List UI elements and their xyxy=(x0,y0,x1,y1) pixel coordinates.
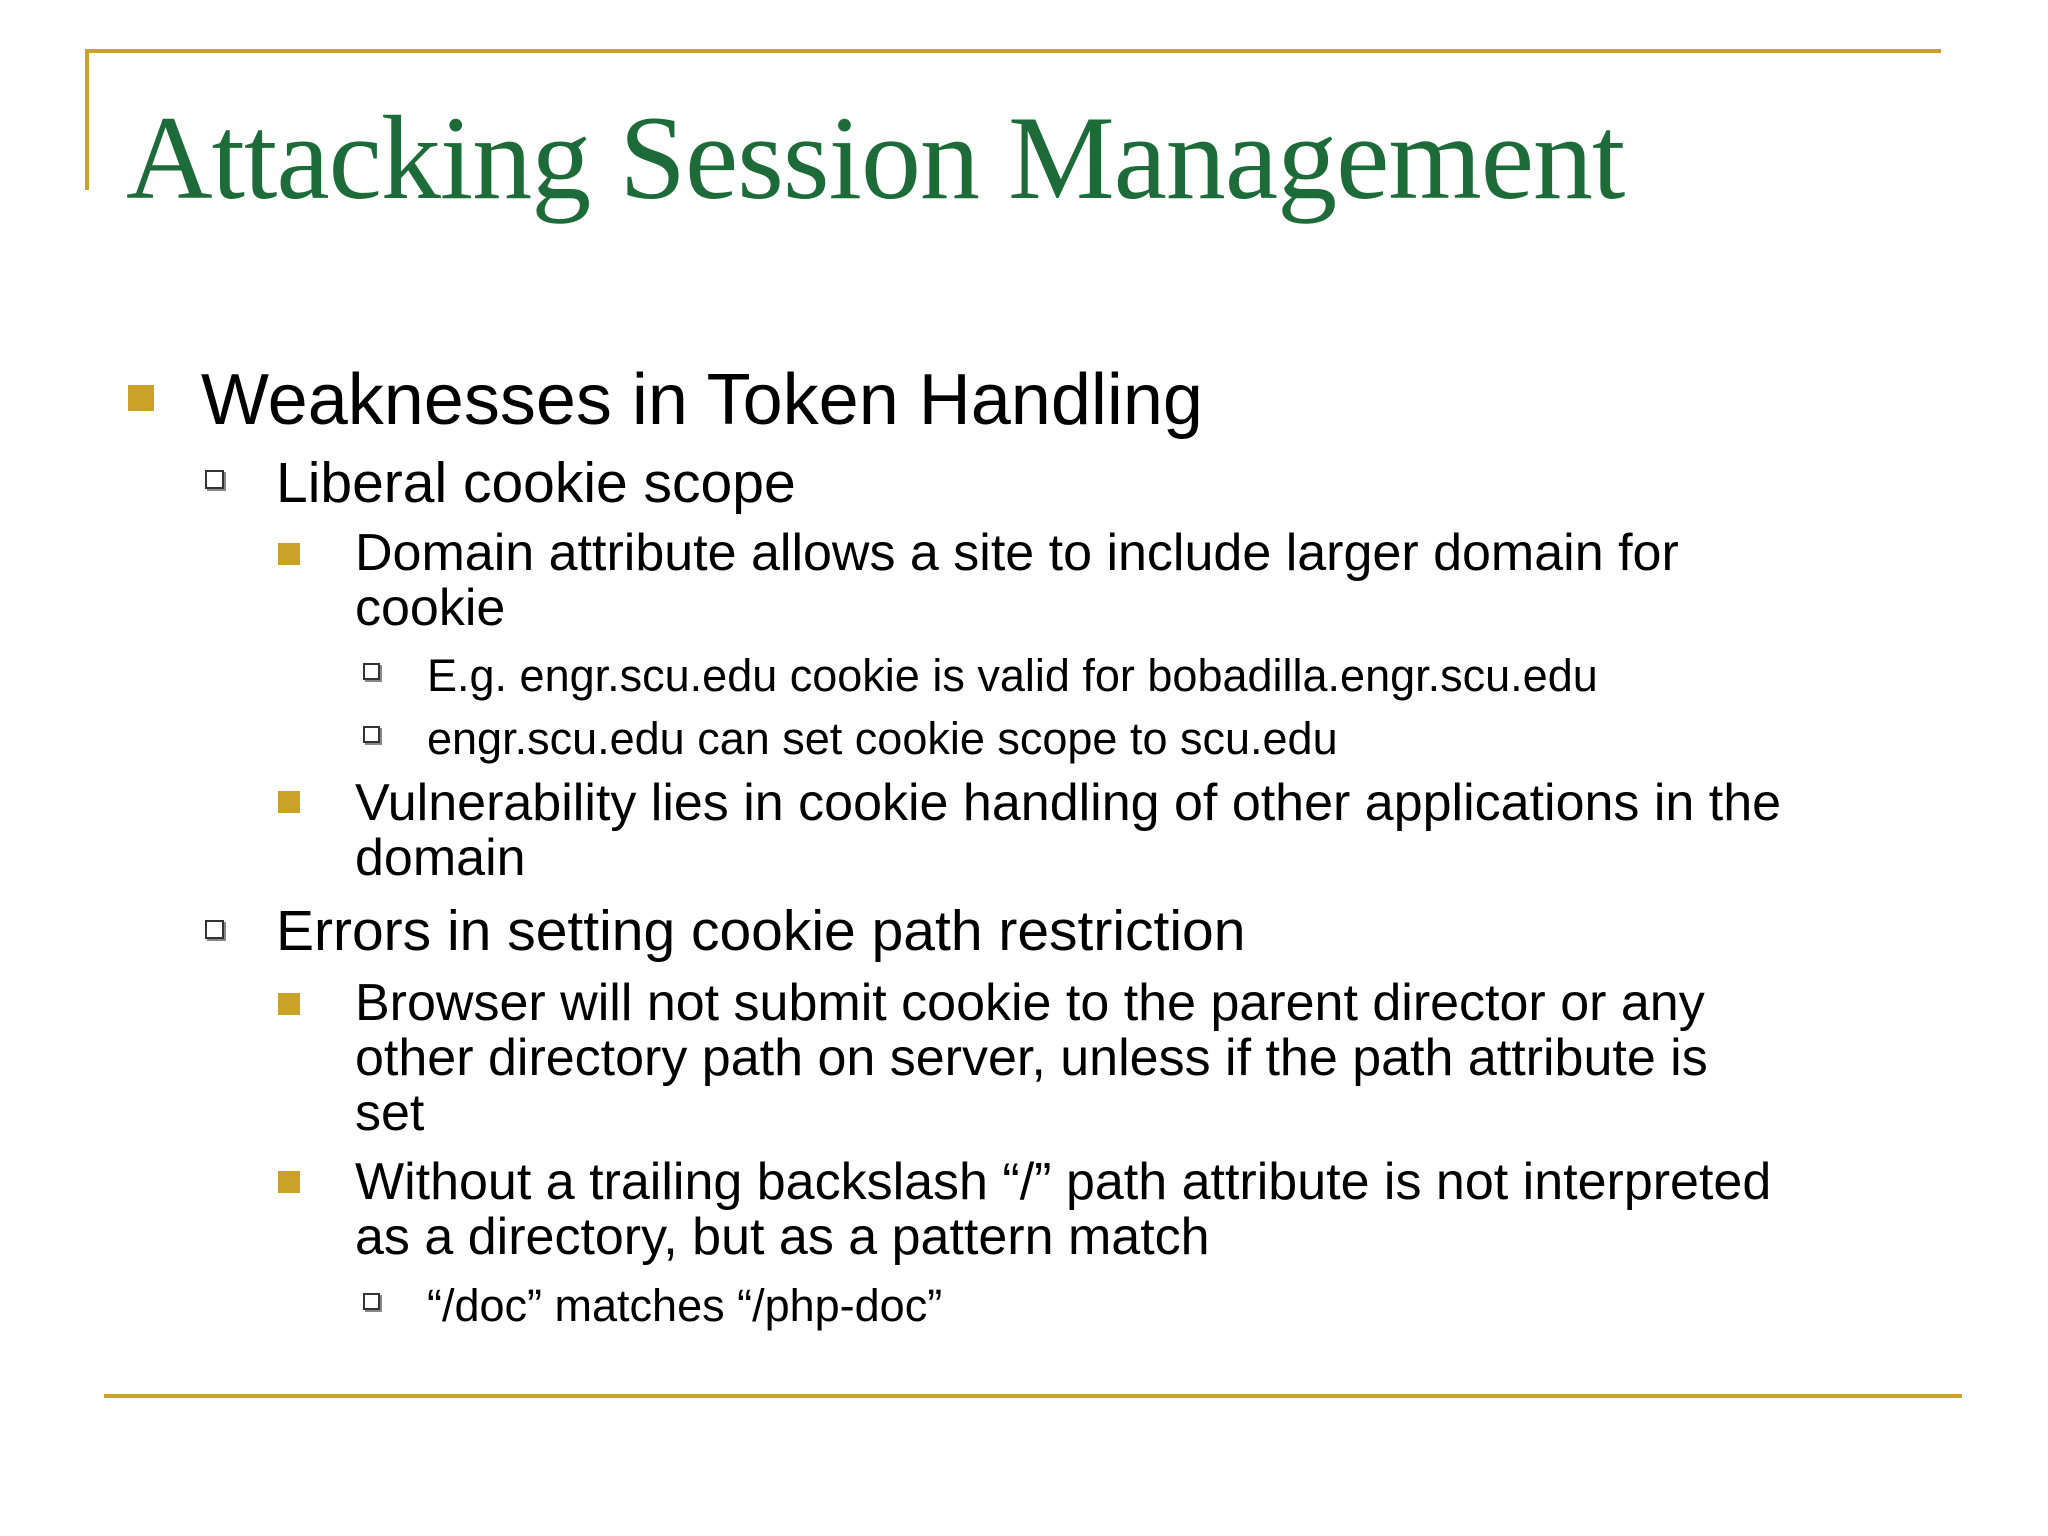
hollow-square-bullet-icon xyxy=(205,470,224,489)
square-bullet-icon xyxy=(278,1171,300,1193)
hollow-square-bullet-icon xyxy=(363,663,380,680)
hollow-square-bullet-icon xyxy=(363,726,380,743)
hollow-square-bullet-icon xyxy=(363,1293,380,1310)
bullet-text-line-2: as a directory, but as a pattern match xyxy=(355,1208,1210,1266)
bullet-text: Errors in setting cookie path restriction xyxy=(276,899,1246,963)
bottom-divider xyxy=(104,1394,1962,1398)
bullet-text-line-3: set xyxy=(355,1084,425,1142)
bullet-text: Liberal cookie scope xyxy=(276,451,796,515)
bullet-text-line-1: Without a trailing backslash “/” path attribute is not interpreted xyxy=(355,1153,1772,1211)
hollow-square-bullet-icon xyxy=(205,920,224,939)
slide-title: Attacking Session Management xyxy=(126,91,1625,224)
square-bullet-icon xyxy=(278,543,300,565)
bullet-text: “/doc” matches “/php-doc” xyxy=(427,1280,943,1331)
bullet-text-line-1: Browser will not submit cookie to the parent director or any xyxy=(355,974,1705,1032)
square-bullet-icon xyxy=(128,385,154,411)
bullet-text: engr.scu.edu can set cookie scope to scu.edu xyxy=(427,713,1338,764)
bullet-text-line-2: domain xyxy=(355,829,526,887)
bullet-text-line-1: Vulnerability lies in cookie handling of other applications in the xyxy=(355,774,1782,832)
bullet-text-line-2: other directory path on server, unless if the path attribute is xyxy=(355,1029,1708,1087)
square-bullet-icon xyxy=(278,993,300,1015)
bullet-text: Weaknesses in Token Handling xyxy=(201,360,1203,440)
bullet-text-line-2: cookie xyxy=(355,579,506,637)
square-bullet-icon xyxy=(278,791,300,813)
bullet-text-line-1: Domain attribute allows a site to include larger domain for xyxy=(355,524,1679,582)
bullet-text: E.g. engr.scu.edu cookie is valid for bobadilla.engr.scu.edu xyxy=(427,650,1598,701)
